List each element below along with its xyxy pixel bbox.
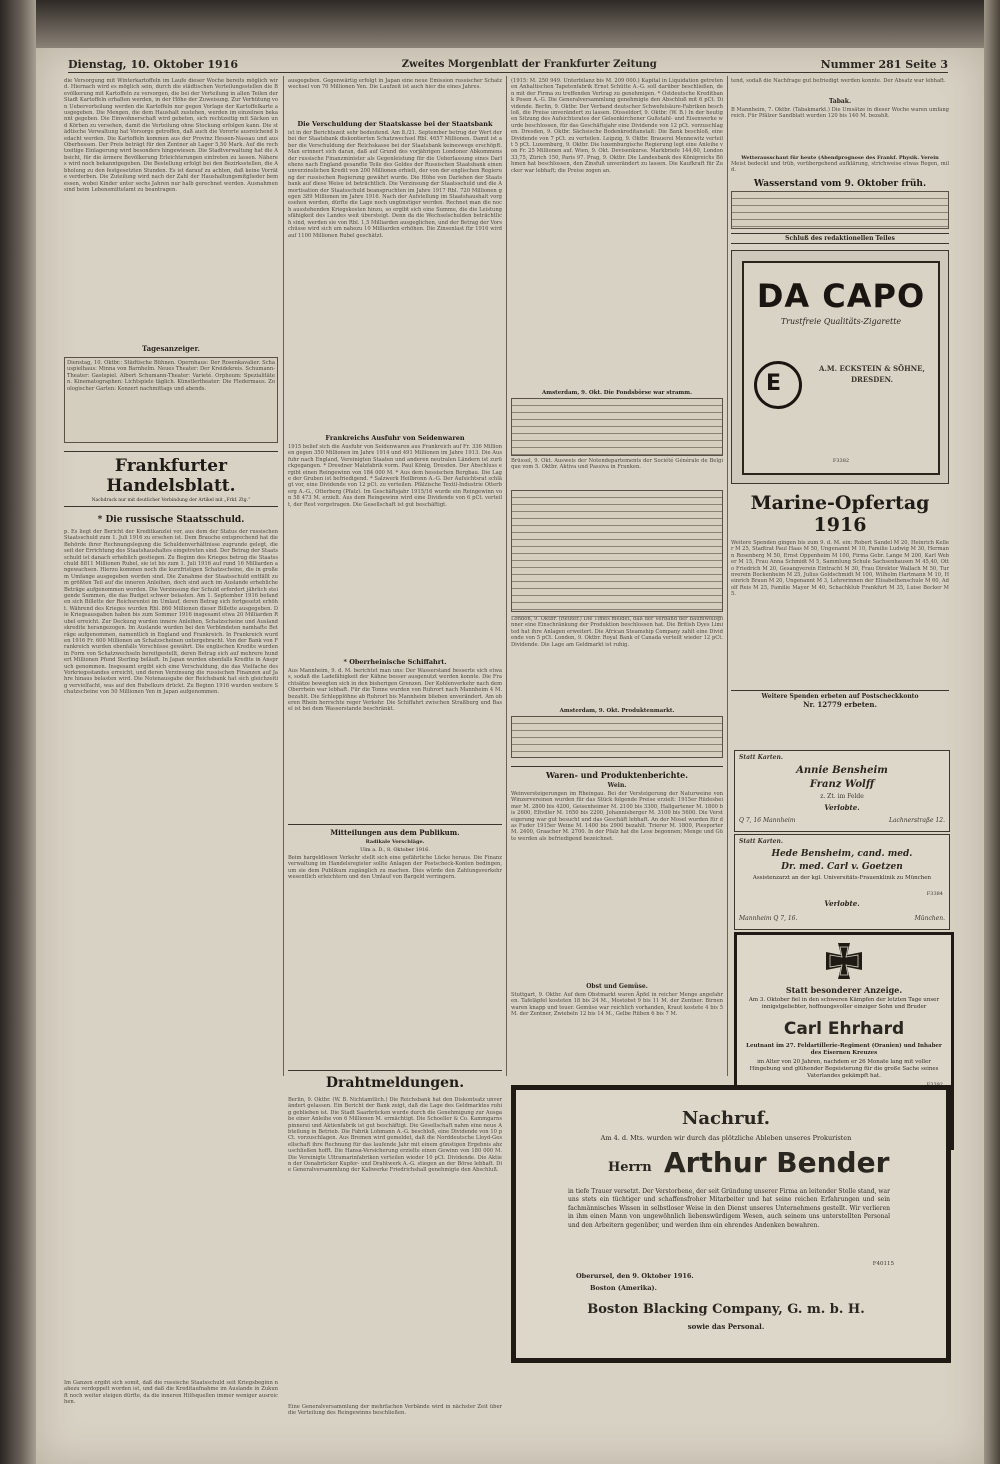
column-3: (1915: M. 250 949. Unterbilanz bis M. 209 000.) Kapital in Liquidation getretenen Anhaltischen Tapetenfabrik Ernst Schütte A.-G. soll darüber beschließen, den mit der Firma zu treffenden Vertrag zu genehmigen. * Ostdeutsche Kreditbank Posen A.-G. Die Generalversammlung genehmigte den Abschluß mit 6 pCt. Dividende. Berlin, 9. Oktbr. Der Verband deutscher Schwefelsäure-Fabriken beschloß, die Preise unverändert zu lassen. Düsseldorf, 9. Oktbr. (W. B.) In der heutigen Sitzung des Aufsichtsrates der Gelsenkirchener Gußstahl- und Eisenwerke wurde beschlossen, für das Geschäftsjahr eine Dividende von 12 pCt. vorzuschlagen. Dresden, 9. Oktbr. Sächsische Bodenkreditanstalt: Die Bank beschloß, eine Dividende von 7 pCt. zu verteilen. Leipzig, 9. Oktbr. Brauerei Mennewitz verteilt 5 pCt. Luxemburg, 9. Oktbr. Die luxemburgische Regierung legt eine Anleihe von Fr. 25 Millionen auf. Wien, 9. Okt. Devisenkurse. Markbriefe 144,60, London 33,75, Zürich 150, Paris 97. Prag, 9. Oktbr. Die Landesbank des Königreichs Böhmen hat beschlossen, den Zinsfuß unverändert zu lassen. Die Kaufkraft für Zucker war lebhaft; die Preise zogen an. Amsterdam, 9. Okt. Die Fondsbörse war stramm. Brüssel, 9. Okt. Ausweis der Notendepartements der Société Générale de Belgique vom 5. Oktbr. Aktiva und Passiva in Franken. London, 9. Oktbr. (Reuter.) Die Times meldet, daß der Verband der Baumwollspinner eine Einschränkung der Produktion beschlossen hat. Die British Dyes Limited hat ihre Anlagen erweitert. Die African Steamship Company zahlt eine Dividende von 5 pCt. London, 9. Oktbr. Royal Bank of Canada verteilt wieder 12 pCt. Dividende. Die Lage am Geldmarkt ist ruhig. Amsterdam, 9. Okt. Produktenmarkt. Waren- und Produktenberichte. Wein. Weinversteigerungen im Rheingau. Bei der Versteigerung der Naturweine von Winzervereinen wurden für das Stück folgende Preise erzielt: 1915er Rüdesheimer M. 2800 bis 4200, Geisenheimer M. 2100 bis 3300, Hallgartener M. 1800 bis 2600, Eltviller M. 1650 bis 2200, Johannisberger M. 3100 bis 5600. Die Versteigerung war gut besucht und das Geschäft lebhaft. An der Mosel wurden für das Fuder 1915er Weine M. 1400 bis 2900 bezahlt. Trierer M. 1800, Piesporter M. 2400, Graacher M. 2700. In der Pfalz hat die Lese begonnen; Menge und Güte werden als befriedigend bezeichnet. Obst und Gemüse. Stuttgart, 9. Oktbr. Auf dem Obstmarkt waren Äpfel in reicher Menge angefahren. Tafeläpfel kosteten 18 bis 24 M., Mostobst 9 bis 11 M. der Zentner. Birnen waren knapp und teuer. Gemüse war reichlich vorhanden, Kraut kostete 4 bis 5 M. der Zentner, Zwiebeln 12 bis 14 M., Gelbe Rüben 6 bis 7 M. — [511, 78, 723, 1018]
handelsblatt-subtitle: Nachdruck nur mit deutlicher Verbindung der Artikel mit „Frkf. Ztg.“ — [64, 498, 278, 507]
nachruf-place: Oberursel, den 9. Oktober 1916. — [576, 1272, 694, 1280]
ad-brand: DA CAPO — [756, 277, 926, 315]
nachruf-herrn: Herrn — [608, 1160, 652, 1175]
eckstein-logo-icon: E — [754, 361, 802, 409]
wasserstand-heading: Wasserstand vom 9. Oktober früh. — [753, 179, 927, 189]
ad-tagline: Trustfreie Qualitäts-Zigarette — [780, 317, 902, 326]
drahtmeldungen-section: Drahtmeldungen. Berlin, 9. Oktbr. (W. B. Nichtamtlich.) Die Reichsbank hat den Diskontsatz unverändert gelassen. Ein Bericht der Bank zeigt, daß die Lage des Geldmarktes ruhig geblieben ist. Die Stadt Saarbrücken wurde durch die Genehmigung zur Ausgabe einer Anleihe von 6 Millionen M. ermächtigt. Die Schoeller & Co. Kammgarnspinnerei und Aktienfabrik ist gut beschäftigt. Die Gesellschaft nahm eine neue Abteilung in Betrieb. Die Fabrik Lohmann A.-G. beschloß, eine Dividende von 10 pCt. vorzuschlagen. Aus Bremen wird gemeldet, daß die Norddeutsche Lloyd-Gesellschaft ihre Rechnung für das laufende Jahr mit einem günstigen Ergebnis abzuschließen hofft. Die Hansa-Versicherung erzielte einen Gewinn von 180 000 M. Die Vereinigte Ultramarinfabriken verteilen wieder 10 pCt. Dividende. Die Aktien der Osnabrücker Kupfer- und Drahtwerk A.-G. stiegen an der Börse lebhaft. Die Generalversammlung der Kaliwerke Friedrichshall genehmigte den Abschluß. — [288, 1070, 502, 1400]
market-table-title: Amsterdam, 9. Okt. Die Fondsbörse war stramm. — [542, 390, 692, 396]
body-text-block: ausgegeben. Gegenwärtig erfolgt in Japan eine neue Emission russischer Schatzwechsel von 70 Millionen Yen. Die Laufzeit ist auch hier die eines Jahres. — [288, 78, 502, 91]
groom-status: z. Zt. im Felde — [820, 793, 864, 800]
wasserstand-table — [731, 191, 949, 229]
brussels-balance-table — [511, 490, 723, 612]
section-heading: Frankreichs Ausfuhr von Seidenwaren — [325, 434, 465, 442]
article-title: * Die russische Staatsschuld. — [97, 515, 245, 525]
mitteilungen-heading: Mitteilungen aus dem Publikum. — [288, 824, 502, 837]
statt-anzeige-label: Statt besonderer Anzeige. — [785, 985, 903, 995]
binding-left-edge — [0, 0, 36, 1464]
weather-heading: Wetterausschaut für heute (Abendprognose des Frankf. Physik. Verein — [741, 155, 939, 161]
spenden-number: Nr. 12779 erbeten. — [803, 700, 877, 709]
mitteilungen-date: Ulm a. D., 8. Oktober 1916. — [360, 847, 430, 853]
body-text-block: Beim hargeldlosen Verkehr stellt sich eine gefährliche Lücke heraus. Die Finanzverwaltung im Handelsregister sollte Anlagen der Postscheck-Konten bedingen, um sie dem Publikum zugänglich zu machen. Dies würde den Zahlungsverkehr wesentlich erleichtern und den Umlauf von Bargeld verringern. — [288, 855, 502, 881]
theater-schedule-table: Dienstag, 10. Oktbr.: Städtische Bühnen. Opernhaus: Der Rosenkavalier. Schauspielhaus: Minna von Barnhelm. Neues Theater: Der Kreidekreis. Schumann-Theater: Gastspiel. Albert Schumann-Theater: Varieté. Orpheum: Spezialitäten. Kinematographen: Lichtspiele täglich. Künstlertheater: Die Fledermaus. Zoologischer Garten: Konzert nachmittags und abends. — [64, 357, 278, 443]
body-text-block: Aus Mannheim, 9. d. M. berichtet man uns: Der Wasserstand besserte sich etwas, sodaß die Ladefähigkeit der Kähne besser ausgenutzt werden konnte. Die Frachtsätze bewegten sich in den bisherigen Grenzen. Der Kohlenverkehr nach dem Oberrhein war lebhaft. Für die Tonne wurden von Ruhrort nach Mannheim 4 M. bezahlt. Die Schlepplöhne ab Ruhrort bis Mannheim blieben unverändert. Am oberen Rhein herrschte reger Verkehr. Die Schiffahrt zwischen Straßburg und Basel ist bei dem Wasserstande beschränkt. — [288, 668, 502, 713]
column-4: tend, sodaß die Nachfrage gut befriedigt werden konnte. Der Absatz war lebhaft. Tabak. B Mannheim, 7. Oktbr. (Tabakmarkt.) Die Umsätze in dieser Woche waren umfangreich. Für Pfälzer Sandblatt wurden 120 bis 140 M. bezahlt. Wetterausschaut für heute (Abendprognose des Frankf. Physik. Verein Meist bedeckt und trüb, vorübergehend aufklärung, strichweise etwas Regen, mild. Wasserstand vom 9. Oktober früh. Schluß des redaktionellen Teiles DA CAPO Trustfreie Qualitäts-Zigarette E A.M. ECKSTEIN & SÖHNE, DRESDEN. F3382 Marine-Opfertag 1916 Weitere Spenden gingen bis zum 9. d. M. ein: Robert Sandel M 20, Heinrich Keller M 25, Stadtrat Paul Haas M 50, Ungenannt M 10, Familie Ludwig M 30, Hermann Rosenberg M 50, Ernst Oppenheim M 100, Firma Gebr. Lange M 200, Karl Weber M 15, Frau Anna Schmidt M 5, Sammlung Schule Sachsenhausen M 45,40, Otto Friedrich M 20, Gesangverein Eintracht M 30, Frau Direktor Wallach M 50, Turnverein Bockenheim M 25, Julius Goldschmidt M 100, Wilhelm Hartmann M 10, Heinrich Braun M 20, Ungenannt M 3, Lehrerinnen der Elisabethenschule M 60, Adolf Reis M 25, Familie Mayer M 40, Schachklub Frankfurt M 35, Luise Becker M 5. Weitere Spenden erbeten auf Postscheckkonto Nr. 12779 erbeten. — [731, 78, 949, 709]
spenden-label: Weitere Spenden erbeten auf Postscheckkonto — [731, 690, 949, 700]
mitteilungen-subheading: Radikale Vorschläge. — [365, 839, 425, 845]
header-date: Dienstag, 10. Oktober 1916 — [68, 57, 238, 71]
body-text-block: Im Ganzen ergibt sich somit, daß die russische Staatsschuld seit Kriegsbeginn nahezu verdoppelt worden ist, und daß die Kreditaufnahme im Auslande in Zukunft noch weiter steigen dürfte, da die inneren Hilfsquellen immer weniger ausreichen. — [64, 1380, 278, 1406]
waren-heading: Waren- und Produktenberichte. — [511, 766, 723, 780]
body-text-block: ist in der Berichtszeit sehr bedeutend. Am 8./21. September betrug der Wert der bei der Staatsbank diskontierten Schatzwechsel Rbl. 4657 Millionen. Damit ist aber die Verschuldung der Reichskasse bei der Staatsbank keineswegs erschöpft. Man erinnert sich daran, daß auf Grund des vorjährigen Londoner Abkommens der russische Finanzminister als Gegenleistung für die Ueberlassung eines Darlehens nach England gesandte Teile des Goldes der Russischen Staatsbank einen unverzinslichen Kredit von 200 Millionen erhielt, der von der englischen Regierung der russischen Regierung gewährt wurde. Die Höhe von Darlehen der Staatsbank auf diese Weise ist beträchtlich. Die Verzinsung der Staatsschuld und die Amortisation der Staatsschuld beanspruchten im Jahre 1917 Rbl. 720 Millionen gegen 389 Millionen im Jahre 1916. Nach der Aufstellung im Staatshaushalt vorgesehen werden, dürfte die Lage noch ungünstiger werden. Rechnet man die noch ausstehenden Kriegskosten hinzu, so ergibt sich eine Summe, die die Leistungsfähigkeit des Landes weit übersteigt. Denn da die Wechselschulden beträchtlich sind, werden sie von Rbl. 1,5 Milliarden ausgeglichen, und der Betrag der Vorschüsse wird sich um nahezu 10 Milliarden erhöhen. Die Zinsenlast für 1916 wird auf 1100 Millionen Rubel geschätzt. — [288, 130, 502, 239]
page-header — [68, 56, 948, 73]
verlobte-label: Verlobte. — [824, 803, 860, 812]
nachruf-personal: sowie das Personal. — [687, 1322, 765, 1331]
groom-title: Assistenzarzt an der kgl. Universitäts-Frauenklinik zu München — [752, 875, 932, 881]
top-binding — [36, 0, 984, 48]
tagesanzeiger-heading: Tagesanzeiger. — [142, 344, 200, 353]
amsterdam-exchange-table — [511, 398, 723, 456]
binding-right-edge — [984, 0, 1000, 1464]
column-rule — [283, 76, 284, 1076]
body-text-block: 1915 belief sich die Ausfuhr von Seidenwaren aus Frankreich auf Fr. 336 Millionen gegen 350 Millionen im Jahre 1914 und 491 Millionen im Jahre 1913. Die Ausfuhr nach England, Vereinigten Staaten und anderen neutralen Ländern ist zurückgegangen. * Dresdner Malzfabrik vorm. Paul König, Dresden. Der Abschluss ergibt einen Reingewinn von 184 000 M. * Aus dem hessischen Bergbau. Die Lage der Gruben ist befriedigend. * Salzwerk Heilbronn A.-G. Der Aufsichtsrat schlägt vor, eine Dividende von 12 pCt. zu verteilen. Pfälzische Textil-Industrie Otterberg A.-G., Otterberg (Pfalz). Im Geschäftsjahr 1915/16 wurde ein Reingewinn von 58 473 M. erzielt. Aus dem Reingewinn wird eine Dividende von 6 pCt. verteilt, der Rest vorgetragen. Die Gesellschaft ist gut beschäftigt. — [288, 444, 502, 508]
death-intro: Am 3. Oktober fiel in den schweren Kämpfen der letzten Tage unser innigstgeliebter, hoffnungsvoller einziger Sohn und Bruder — [748, 997, 940, 1010]
address-right: München. — [914, 915, 945, 922]
market-table-title: Amsterdam, 9. Okt. Produktenmarkt. — [559, 708, 675, 714]
marine-opfertag-title: Marine-Opfertag 1916 — [750, 492, 930, 536]
column-2 — [288, 78, 502, 1078]
address-left: Mannheim Q 7, 16. — [739, 915, 798, 922]
iron-cross-icon — [824, 941, 864, 981]
nachruf-title: Nachruf. — [681, 1108, 771, 1129]
address-right: Lachnerstraße 12. — [888, 817, 945, 824]
body-text-block: Eine Generalversammlung der mehrfachen Verbände wird in nächster Zeit über die Verteilung des Reingewinns beschließen. — [288, 1404, 502, 1417]
notice-code: F40115 — [872, 1261, 894, 1267]
section-heading: * Oberrheinische Schiffahrt. — [343, 658, 447, 666]
body-text-block: (1915: M. 250 949. Unterbilanz bis M. 209 000.) Kapital in Liquidation getretenen Anhaltischen Tapetenfabrik Ernst Schütte A.-G. soll darüber beschließen, den mit der Firma zu treffenden Vertrag zu genehmigen. * Ostdeutsche Kreditbank Posen A.-G. Die Generalversammlung genehmigte den Abschluß mit 6 pCt. Dividende. Berlin, 9. Oktbr. Der Verband deutscher Schwefelsäure-Fabriken beschloß, die Preise unverändert zu lassen. Düsseldorf, 9. Oktbr. (W. B.) In der heutigen Sitzung des Aufsichtsrates der Gelsenkirchener Gußstahl- und Eisenwerke wurde beschlossen, für das Geschäftsjahr eine Dividende von 12 pCt. vorzuschlagen. Dresden, 9. Oktbr. Sächsische Bodenkreditanstalt: Die Bank beschloß, eine Dividende von 7 pCt. zu verteilen. Leipzig, 9. Oktbr. Brauerei Mennewitz verteilt 5 pCt. Luxemburg, 9. Oktbr. Die luxemburgische Regierung legt eine Anleihe von Fr. 25 Millionen auf. Wien, 9. Okt. Devisenkurse. Markbriefe 144,60, London 33,75, Zürich 150, Paris 97. Prag, 9. Oktbr. Die Landesbank des Königreichs Böhmen hat beschlossen, den Zinsfuß unverändert zu lassen. Die Kaufkraft für Zucker war lebhaft; die Preise zogen an. — [511, 78, 723, 174]
section-heading: Die Verschuldung der Staatskasse bei der Staatsbank — [297, 120, 493, 128]
nachruf-body: in tiefe Trauer versetzt. Der Verstorbene, der seit Gründung unserer Firma an leitender Stelle stand, war uns stets ein tüchtiger und schaffensfroher Mitarbeiter und hat seine reichen Erfahrungen und sein fachmännisches Wissen in selbstloser Weise in den Dienst unseres Unternehmens gestellt. Wir verlieren in ihm einen Mann von ungewöhnlich liebenswürdigem Wesen, auch seinem uns unterstellten Personal und den Arbeitern gegenüber, und werden ihm ein ehrendes Andenken bewahren. — [568, 1188, 890, 1229]
nachruf-place-2: Boston (Amerika). — [590, 1284, 657, 1292]
body-text-block: die Versorgung mit Winterkartoffeln im Laufe dieser Woche bereits möglich wird. Hiernach wird es möglich sein, durch die städtischen Verteilungsstellen die Bevölkerung mit Kartoffeln zu versorgen, die bei der Verteilung in allen Teilen der Stadt Kartoffeln erhalten werden, in der Höhe der Zuweisung. Zur Verhütung von Uebervorteilung werden die Kartoffeln nur gegen Vorlage der Kartoffelkarte ausgegeben. Die Mengen, die dem Haushalt zustehen, werden im einzelnen bekannt gegeben. Die Einwohnerschaft wird gebeten, sich rechtzeitig mit Säcken und Körben zu versehen, damit die Verteilung ohne Stockung erfolgen kann. Die städtische Verwaltung hat Vorsorge getroffen, daß auch die Vororte ausreichend bedacht werden. Die Kartoffeln kommen aus der Provinz Hessen-Nassau und aus Oberhessen. Der Preis beträgt für den Zentner ab Lager 5,50 Mark. Auf die rechtzeitige Einlagerung wird besonders hingewiesen. Die Stadtverwaltung hat die Absicht, für die ärmere Bevölkerung Erleichterungen eintreten zu lassen. Näheres wird noch bekanntgegeben. Die Bestellung erfolgt bei den Bezirksstellen, die Abholung zu den festgesetzten Stunden. Es ist darauf zu achten, daß keine Vorräte verderben. Die Zuteilung wird nach der Zahl der Haushaltungsmitglieder bemessen, wobei Kinder unter sechs Jahren nur halb gerechnet werden. Ausnahmen sind beim Lebensmittelamt zu beantragen. — [64, 78, 278, 193]
column-rule — [506, 76, 507, 1076]
groom-name: Franz Wolff — [809, 779, 875, 790]
bride-name: Hede Bensheim, cand. med. — [771, 849, 913, 859]
nachruf-name: Arthur Bender — [664, 1146, 890, 1179]
dacapo-advertisement — [731, 250, 949, 484]
wein-heading: Wein. — [607, 782, 627, 789]
nachruf-intro: Am 4. d. Mts. wurden wir durch das plötzliche Ableben unseres Prokuristen — [600, 1134, 852, 1142]
nachruf-company: Boston Blacking Company, G. m. b. H. — [587, 1302, 865, 1317]
verlobte-label: Verlobte. — [824, 899, 860, 908]
address-left: Q 7, 16 Mannheim — [739, 817, 796, 824]
schluss-label: Schluß des redaktionellen Teiles — [731, 233, 949, 244]
deceased-rank: Leutnant im 27. Feldartillerie-Regiment (Oranien) und Inhaber des Eisernen Kreuzes — [746, 1043, 942, 1056]
obst-heading: Obst und Gemüse. — [586, 983, 648, 990]
produce-market-table — [511, 716, 723, 758]
notice-code: F3384 — [926, 891, 943, 897]
nachruf-bender — [511, 1085, 951, 1363]
column-rule — [727, 76, 728, 1076]
tabak-heading: Tabak. — [828, 98, 852, 105]
engagement-notice-2 — [734, 834, 950, 930]
statt-karten-label: Statt Karten. — [739, 838, 783, 845]
deceased-age: im Alter von 20 Jahren, nachdem er 26 Monate lang mit voller Hingebung und glühender Begeisterung für die große Sache seines Vaterlandes gekämpft hat. — [749, 1059, 939, 1079]
header-paper: Zweites Morgenblatt der Frankfurter Zeitung — [401, 58, 657, 70]
body-text-block: p. Es liegt der Bericht der Kreditkanzlei vor, aus dem der Status der russischen Staatsschuld zum 1. Juli 1916 zu ersehen ist. Dem Brauche entsprechend hat die Behörde ihrer Rechnungslegung die Schuldenverhältnisse zugrunde gelegt, die seit der Errichtung des Staatshaushaltes eingetreten sind. Der Betrag der Staatsschuld ist danach erheblich gestiegen. Zu Beginn des Krieges betrug die Staatsschuld 8811 Millionen Rubel, sie ist bis zum 1. Juli 1916 auf rund 16 Milliarden angewachsen. Hierzu kommen noch die kurzfristigen Schatzscheine, die in großem Umfange ausgegeben worden sind. Die Zunahme der Staatsschuld entfällt zum größten Teil auf die inneren Anleihen, doch sind auch im Auslande erhebliche Beträge aufgenommen worden. Die Verzinsung der Schuld erfordert jährlich steigende Summen, die das Budget schwer belasten. Am 1. September 1916 befanden sich Billette der Reichsrentei im Umlauf, deren Betrag sich fortgesetzt erhöht. Während des Krieges wurden Rbl. 860 Millionen dieser Billette ausgegeben. Die Kriegsausgaben haben bis zum Sommer 1916 insgesamt etwa 20 Milliarden Rubel erreicht. Zur Deckung wurden innere Anleihen, Schatzscheine und Auslandskredite herangezogen. Im Auslande wurden bei den Verbündeten namhafte Beträge aufgenommen, namentlich in England und Frankreich. In Frankreich wurden 1916 Fr. 600 Millionen an Schatzscheinen untergebracht. Von der Bank von Frankreich wurden ebenfalls Vorschüsse gewährt. Die englischen Kredite wurden in Form von Schatzwechseln bereitgestellt, deren Betrag sich auf mehrere hundert Millionen Pfund Sterling beläuft. In Japan wurden ebenfalls Kredite in Anspruch genommen. Insgesamt ergibt sich eine Verschuldung, die das Vielfache des Vorkriegsstandes erreicht, und deren Verzinsung die russischen Finanzen auf Jahre hinaus belasten wird. Die Notenausgabe der Reichsbank hat sich gleichzeitig vervielfacht, was auf den Rubelkurs drückt. Zu Beginn 1916 wurden weitere Schatzscheine von 50 Millionen Yen in Japan aufgenommen. — [64, 529, 278, 696]
groom-name: Dr. med. Carl v. Goetzen — [781, 862, 903, 872]
ad-maker: A.M. ECKSTEIN & SÖHNE, DRESDEN. — [819, 364, 925, 384]
handelsblatt-title: Frankfurter Handelsblatt. — [64, 451, 278, 496]
ad-code: F3382 — [832, 458, 850, 464]
drahtmeldungen-heading: Drahtmeldungen. — [288, 1070, 502, 1091]
engagement-notice-1 — [734, 750, 950, 832]
deceased-name: Carl Ehrhard — [783, 1019, 905, 1039]
donor-list: Weitere Spenden gingen bis zum 9. d. M. ein: Robert Sandel M 20, Heinrich Keller M 25, Stadtrat Paul Haas M 50, Ungenannt M 10, Familie Ludwig M 30, Hermann Rosenberg M 50, Ernst Oppenheim M 100, Firma Gebr. Lange M 200, Karl Weber M 15, Frau Anna Schmidt M 5, Sammlung Schule Sachsenhausen M 45,40, Otto Friedrich M 20, Gesangverein Eintracht M 30, Frau Direktor Wallach M 50, Turnverein Bockenheim M 25, Julius Goldschmidt M 100, Wilhelm Hartmann M 10, Heinrich Braun M 20, Ungenannt M 3, Lehrerinnen der Elisabethenschule M 60, Adolf Reis M 25, Familie Mayer M 40, Schachklub Frankfurt M 35, Luise Becker M 5. — [731, 540, 949, 598]
statt-karten-label: Statt Karten. — [739, 754, 783, 761]
bride-name: Annie Bensheim — [796, 765, 888, 776]
column-1 — [64, 78, 278, 1078]
header-issue: Nummer 281 Seite 3 — [820, 57, 948, 71]
